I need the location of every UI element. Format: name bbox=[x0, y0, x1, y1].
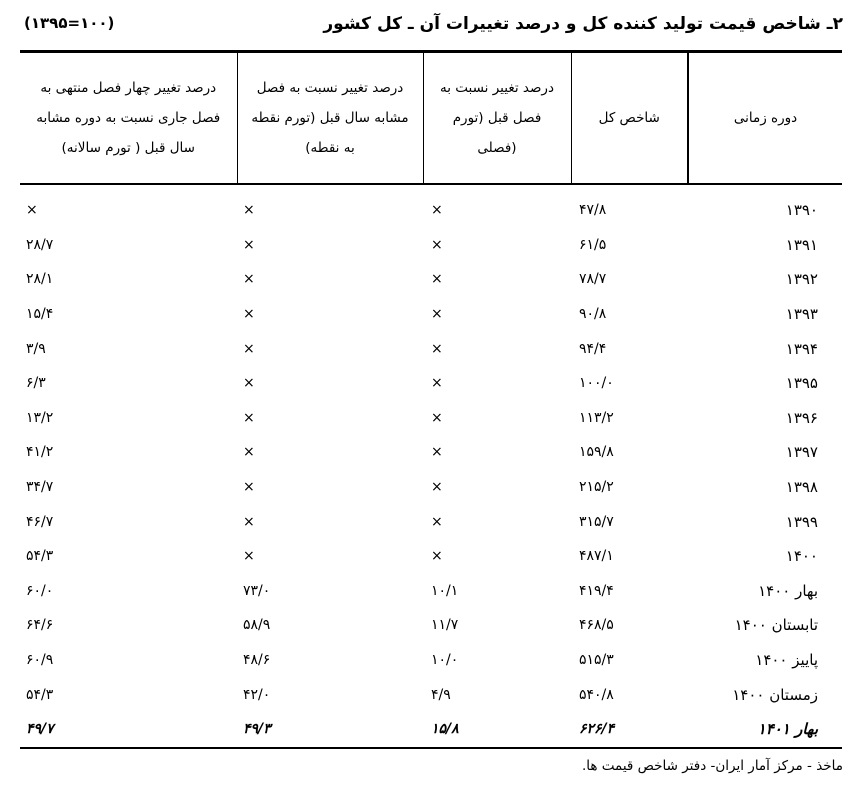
cell-index: ۱۰۰/۰ bbox=[579, 375, 614, 392]
cell-pointtopoint: × bbox=[243, 236, 255, 253]
cell-pointtopoint: × bbox=[243, 479, 255, 496]
cell-quarterly: ۱۱/۷ bbox=[431, 617, 459, 634]
cell-pointtopoint: ۵۸/۹ bbox=[243, 617, 271, 634]
cell-period: ۱۳۹۴ bbox=[785, 339, 818, 358]
table-row bbox=[20, 366, 842, 401]
cell-annual: ۶/۳ bbox=[26, 375, 46, 392]
header-annual-change: درصد تغییر چهار فصل منتهی به فصل جاری نسبت به دوره مشابه سال قبل ( تورم سالانه) bbox=[20, 52, 237, 185]
cell-period: ۱۳۹۵ bbox=[785, 374, 818, 393]
cell-pointtopoint: × bbox=[243, 271, 255, 288]
cell-index: ۲۱۵/۲ bbox=[579, 479, 614, 496]
cell-pointtopoint: ۷۳/۰ bbox=[243, 582, 271, 599]
cell-quarterly: × bbox=[431, 306, 443, 323]
cell-period: ۱۳۹۰ bbox=[785, 201, 818, 220]
cell-index: ۴۶۸/۵ bbox=[579, 617, 614, 634]
cell-quarterly: × bbox=[431, 202, 443, 219]
table-row bbox=[20, 435, 842, 470]
table-row bbox=[20, 608, 842, 643]
cell-annual: ۲۸/۷ bbox=[26, 236, 54, 253]
cell-pointtopoint: × bbox=[243, 513, 255, 530]
header-index: شاخص کل bbox=[571, 52, 688, 185]
cell-quarterly: ۴/۹ bbox=[431, 686, 451, 703]
table-row bbox=[20, 184, 842, 228]
cell-quarterly: × bbox=[431, 271, 443, 288]
table-row bbox=[20, 262, 842, 297]
cell-period: ۱۳۹۳ bbox=[785, 305, 818, 324]
cell-pointtopoint: ۴۹/۳ bbox=[237, 712, 423, 748]
header-point-to-point-change: درصد تغییر نسبت به فصل مشابه سال قبل (تورم نقطه به نقطه) bbox=[237, 52, 423, 185]
cell-index: ۶۱/۵ bbox=[579, 236, 607, 253]
cell-quarterly: × bbox=[431, 409, 443, 426]
table-row bbox=[20, 643, 842, 678]
cell-annual: ۶۰/۰ bbox=[26, 582, 54, 599]
table-row bbox=[20, 574, 842, 609]
cell-period: ۱۴۰۰ bbox=[785, 547, 818, 566]
cell-index: ۱۵۹/۸ bbox=[579, 444, 614, 461]
cell-index: ۱۱۳/۲ bbox=[579, 409, 614, 426]
cell-quarterly: ۱۰/۱ bbox=[431, 582, 459, 599]
cell-pointtopoint: ۴۸/۶ bbox=[243, 652, 271, 669]
cell-quarterly: × bbox=[431, 513, 443, 530]
cell-index: ۹۴/۴ bbox=[579, 340, 607, 357]
cell-index: ۳۱۵/۷ bbox=[579, 513, 614, 530]
cell-quarterly: ۱۰/۰ bbox=[431, 652, 459, 669]
cell-index: ۹۰/۸ bbox=[579, 306, 607, 323]
cell-pointtopoint: × bbox=[243, 202, 255, 219]
cell-annual: ۵۴/۳ bbox=[26, 686, 54, 703]
cell-period: زمستان ۱۴۰۰ bbox=[732, 685, 818, 704]
table-body bbox=[20, 184, 842, 748]
table-row bbox=[20, 712, 842, 748]
cell-quarterly: × bbox=[431, 479, 443, 496]
header-period: دوره زمانی bbox=[688, 52, 842, 185]
cell-annual: ۲۸/۱ bbox=[26, 271, 54, 288]
cell-index: ۴۷/۸ bbox=[579, 202, 607, 219]
cell-quarterly: ۱۵/۸ bbox=[423, 712, 571, 748]
cell-period: پاییز ۱۴۰۰ bbox=[755, 651, 818, 670]
cell-period: ۱۳۹۲ bbox=[785, 270, 818, 289]
cell-period: ۱۳۹۸ bbox=[785, 478, 818, 497]
cell-period: بهار ۱۴۰۰ bbox=[758, 581, 818, 600]
cell-annual: ۴۹/۷ bbox=[20, 712, 237, 748]
table-row bbox=[20, 504, 842, 539]
cell-pointtopoint: × bbox=[243, 340, 255, 357]
table-row bbox=[20, 539, 842, 574]
table-row bbox=[20, 401, 842, 436]
table-row bbox=[20, 677, 842, 712]
table-row bbox=[20, 331, 842, 366]
cell-period: ۱۳۹۱ bbox=[785, 235, 818, 254]
cell-period: ۱۳۹۷ bbox=[785, 443, 818, 462]
table-row bbox=[20, 297, 842, 332]
cell-quarterly: × bbox=[431, 375, 443, 392]
cell-annual: ۵۴/۳ bbox=[26, 548, 54, 565]
cell-index: ۴۱۹/۴ bbox=[579, 582, 614, 599]
cell-quarterly: × bbox=[431, 236, 443, 253]
cell-pointtopoint: × bbox=[243, 375, 255, 392]
header-quarterly-change: درصد تغییر نسبت به فصل قبل (تورم (فصلی bbox=[423, 52, 571, 185]
cell-index: ۴۸۷/۱ bbox=[579, 548, 614, 565]
cell-annual: ۳۴/۷ bbox=[26, 479, 54, 496]
cell-period: ۱۳۹۹ bbox=[785, 512, 818, 531]
cell-annual: × bbox=[26, 202, 38, 219]
cell-period: ۱۳۹۶ bbox=[785, 408, 818, 427]
table-title: ۲ـ شاخص قیمت تولید کننده کل و درصد تغییرات آن ـ کل کشور bbox=[323, 14, 843, 34]
cell-annual: ۱۳/۲ bbox=[26, 409, 54, 426]
cell-pointtopoint: × bbox=[243, 409, 255, 426]
cell-quarterly: × bbox=[431, 548, 443, 565]
cell-period: تابستان ۱۴۰۰ bbox=[734, 616, 818, 635]
cell-index: ۵۴۰/۸ bbox=[579, 686, 614, 703]
cell-index: ۷۸/۷ bbox=[579, 271, 607, 288]
table-row bbox=[20, 470, 842, 505]
cell-pointtopoint: × bbox=[243, 444, 255, 461]
cell-quarterly: × bbox=[431, 340, 443, 357]
cell-pointtopoint: ۴۲/۰ bbox=[243, 686, 271, 703]
ppi-table bbox=[20, 50, 842, 749]
cell-pointtopoint: × bbox=[243, 548, 255, 565]
cell-annual: ۶۴/۶ bbox=[26, 617, 54, 634]
cell-annual: ۴۱/۲ bbox=[26, 444, 54, 461]
source-note: ماخذ - مرکز آمار ایران- دفتر شاخص قیمت ها. bbox=[581, 758, 843, 774]
cell-index: ۵۱۵/۳ bbox=[579, 652, 614, 669]
cell-annual: ۱۵/۴ bbox=[26, 306, 54, 323]
cell-pointtopoint: × bbox=[243, 306, 255, 323]
cell-annual: ۳/۹ bbox=[26, 340, 46, 357]
cell-annual: ۴۶/۷ bbox=[26, 513, 54, 530]
cell-period: بهار ۱۴۰۱ bbox=[688, 712, 842, 748]
base-year-note: (۱۰۰=۱۳۹۵) bbox=[24, 14, 115, 32]
cell-quarterly: × bbox=[431, 444, 443, 461]
table-row bbox=[20, 228, 842, 263]
header-row bbox=[20, 52, 842, 185]
cell-index: ۶۲۶/۴ bbox=[571, 712, 688, 748]
cell-annual: ۶۰/۹ bbox=[26, 652, 54, 669]
